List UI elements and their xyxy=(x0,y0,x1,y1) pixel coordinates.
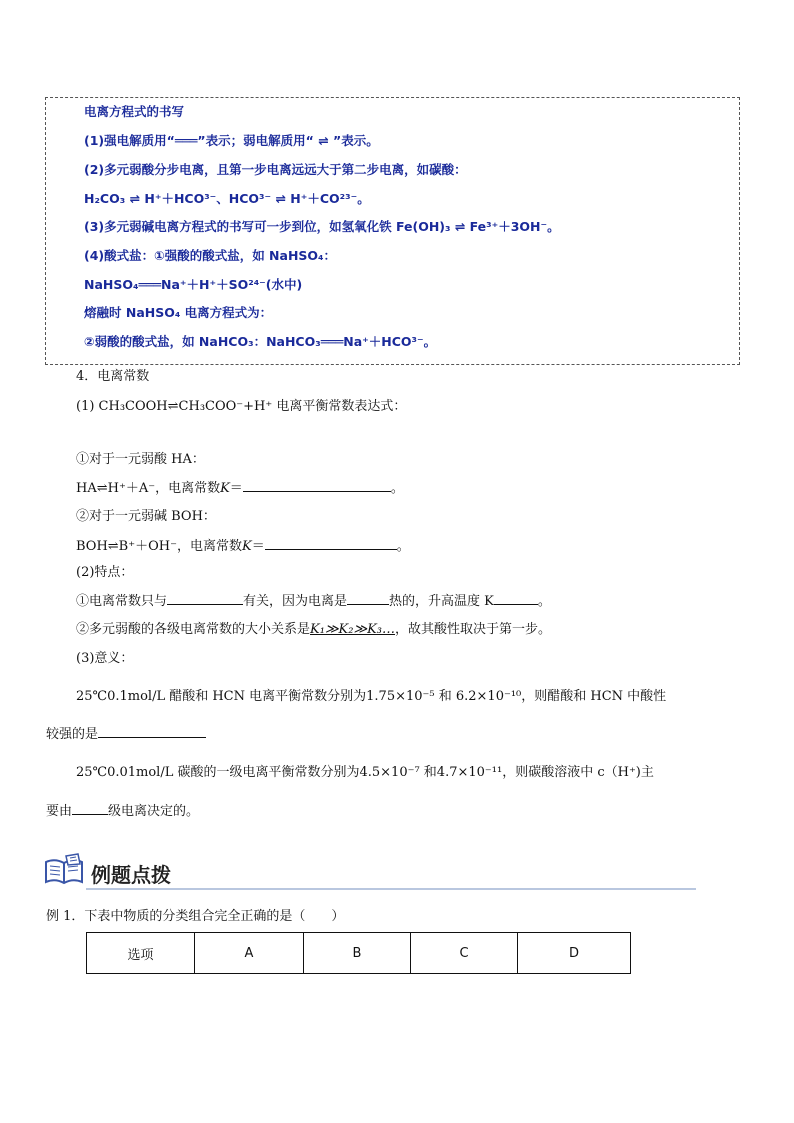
acid-eq: HA⇌H⁺＋A⁻，电离常数 xyxy=(76,481,221,496)
f2a: ②多元弱酸的各级电离常数的大小关系是 xyxy=(76,622,311,637)
box-line-1: (1)强电解质用“═══”表示；弱电解质用“ ⇌ ”表示。 xyxy=(84,133,379,148)
m1b: 较强的是 xyxy=(46,727,99,742)
box-line-4: (3)多元弱碱电离方程式的书写可一步到位，如氢氧化铁 Fe(OH)₃ ⇌ Fe³⁺＋3OH⁻。 xyxy=(84,219,560,234)
acid-k-blank[interactable] xyxy=(243,479,391,492)
base-period: 。 xyxy=(396,539,410,554)
base-k: K xyxy=(241,539,252,554)
box-line-5: (4)酸式盐：①强酸的酸式盐，如 NaHSO₄： xyxy=(84,248,337,263)
table-cell: 选项 xyxy=(87,933,195,974)
box-title: 电离方程式的书写 xyxy=(84,104,185,119)
acid-title: ①对于一元弱酸 HA： xyxy=(76,452,205,467)
acid-k: K xyxy=(220,481,230,496)
section-divider xyxy=(86,888,696,890)
feature-1 xyxy=(76,592,551,611)
base-k-blank[interactable] xyxy=(265,537,397,550)
box-line-2: (2)多元弱酸分步电离，且第一步电离远远大于第二步电离，如碳酸： xyxy=(84,162,467,177)
table-cell: C xyxy=(411,933,518,974)
table-cell: B xyxy=(304,933,411,974)
example-question: 例 1．下表中物质的分类组合完全正确的是（ ） xyxy=(46,909,345,924)
section-4-heading: 4．电离常数 xyxy=(76,369,150,384)
f1b: 有关，因为电离是 xyxy=(243,594,348,609)
meaning-2: 25℃0.01mol/L 碳酸的一级电离平衡常数分别为4.5×10⁻⁷ 和4.7×10⁻¹¹，则碳酸溶液中 c（H⁺)主 xyxy=(76,765,654,780)
f1-blank-2[interactable] xyxy=(347,592,389,605)
base-eq: BOH⇌B⁺＋OH⁻，电离常数 xyxy=(76,539,242,554)
box-line-8: ②弱酸的酸式盐，如 NaHCO₃：NaHCO₃═══Na⁺＋HCO³⁻。 xyxy=(84,334,437,349)
feature-2 xyxy=(76,621,551,639)
m2a: 要由 xyxy=(46,804,73,819)
f1-blank-3[interactable] xyxy=(494,592,538,605)
open-book-icon xyxy=(44,852,84,888)
table-cell: A xyxy=(195,933,304,974)
base-eqsign: ＝ xyxy=(251,539,265,554)
acid-eqsign: ＝ xyxy=(229,481,243,496)
f2b: ，故其酸性取决于第一步。 xyxy=(395,622,552,637)
f2-k-relation: K₁≫K₂≫K₃… xyxy=(310,622,396,637)
m2b: 级电离决定的。 xyxy=(108,804,200,819)
m2-blank[interactable] xyxy=(72,802,108,815)
acid-eq-line xyxy=(76,479,404,498)
f1c: 热的，升高温度 K xyxy=(389,594,494,609)
f1d: 。 xyxy=(537,594,551,609)
base-eq-line xyxy=(76,537,410,556)
table-cell: D xyxy=(518,933,631,974)
meaning-heading: (3)意义： xyxy=(76,651,134,666)
f1a: ①电离常数只与 xyxy=(76,594,168,609)
f1-blank-1[interactable] xyxy=(167,592,243,605)
box-line-7: 熔融时 NaHSO₄ 电离方程式为： xyxy=(84,305,273,320)
box-line-3: H₂CO₃ ⇌ H⁺＋HCO³⁻、HCO³⁻ ⇌ H⁺＋CO²³⁻。 xyxy=(84,191,370,206)
section-title: 例题点拨 xyxy=(91,863,171,887)
acid-period: 。 xyxy=(390,481,404,496)
meaning-1: 25℃0.1mol/L 醋酸和 HCN 电离平衡常数分别为1.75×10⁻⁵ 和 6.2×10⁻¹⁰，则醋酸和 HCN 中酸性 xyxy=(76,689,667,704)
meaning-2-cont xyxy=(46,802,199,821)
box-line-6: NaHSO₄═══Na⁺＋H⁺＋SO²⁴⁻(水中) xyxy=(84,277,303,292)
s4-p1: (1) CH₃COOH⇌CH₃COO⁻+H⁺ 电离平衡常数表达式： xyxy=(76,399,407,414)
table-row xyxy=(87,933,631,974)
features-heading: (2)特点： xyxy=(76,565,134,580)
base-title: ②对于一元弱碱 BOH： xyxy=(76,509,216,524)
meaning-1-cont xyxy=(46,725,206,744)
m1-blank[interactable] xyxy=(98,725,206,738)
options-table xyxy=(86,932,631,974)
